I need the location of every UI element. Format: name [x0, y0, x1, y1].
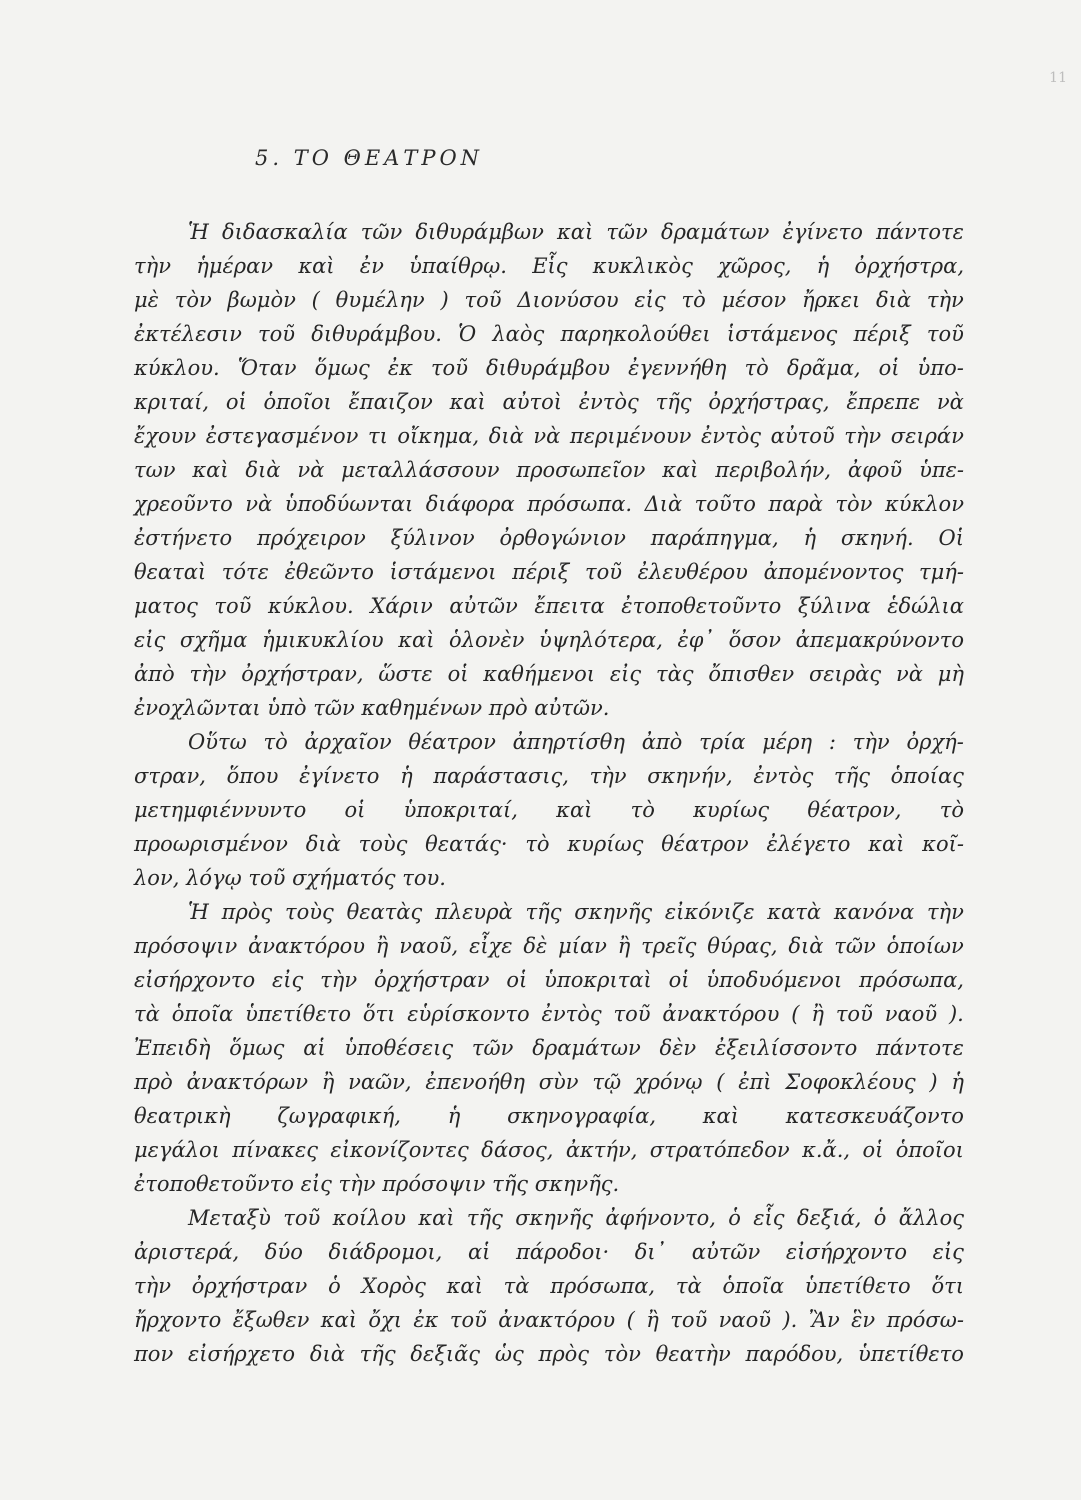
text-line: τὴν ἡμέραν καὶ ἐν ὑπαίθρῳ. Εἷς κυκλικὸς χῶρος, ἡ ὀρχήστρα, — [134, 254, 964, 278]
text-line: πρὸ ἀνακτόρων ἢ ναῶν, ἐπενοήθη σὺν τῷ χρόνῳ ( ἐπὶ Σοφοκλέους ) ἡ — [134, 1070, 964, 1094]
text-line: εἰς σχῆμα ἡμικυκλίου καὶ ὁλονὲν ὑψηλότερα, ἐφ᾽ ὅσον ἀπεμακρύνοντο — [134, 628, 964, 652]
text-line: ἐκτέλεσιν τοῦ διθυράμβου. Ὁ λαὸς παρηκολούθει ἱστάμενος πέριξ τοῦ — [134, 322, 964, 346]
text-line: μετημφιέννυντο οἱ ὑποκριταί, καὶ τὸ κυρίως θέατρον, τὸ — [134, 798, 964, 822]
text-line: κύκλου. Ὅταν ὅμως ἐκ τοῦ διθυράμβου ἐγεννήθη τὸ δρᾶμα, οἱ ὑπο- — [134, 356, 964, 380]
text-line: ἐτοποθετοῦντο εἰς τὴν πρόσοψιν τῆς σκηνῆς. — [134, 1172, 620, 1196]
text-line: θεαταὶ τότε ἐθεῶντο ἱστάμενοι πέριξ τοῦ ἐλευθέρου ἀπομένοντος τμή- — [134, 560, 964, 584]
text-line: των καὶ διὰ νὰ μεταλλάσσουν προσωπεῖον καὶ περιβολήν, ἀφοῦ ὑπε- — [134, 458, 964, 482]
text-line: Ἐπειδὴ ὅμως αἱ ὑποθέσεις τῶν δραμάτων δὲν ἐξειλίσσοντο πάντοτε — [134, 1036, 964, 1060]
text-line: κριταί, οἱ ὁποῖοι ἔπαιζον καὶ αὐτοὶ ἐντὸς τῆς ὀρχήστρας, ἔπρεπε νὰ — [134, 390, 964, 414]
text-line: ἔχουν ἐστεγασμένον τι οἴκημα, διὰ νὰ περιμένουν ἐντὸς αὐτοῦ τὴν σειράν — [134, 424, 964, 448]
text-line: Μεταξὺ τοῦ κοίλου καὶ τῆς σκηνῆς ἀφήνοντο, ὁ εἷς δεξιά, ὁ ἄλλος — [188, 1206, 964, 1230]
text-line: ἐστήνετο πρόχειρον ξύλινον ὀρθογώνιον παράπηγμα, ἡ σκηνή. Οἱ — [134, 526, 964, 550]
text-line: προωρισμένον διὰ τοὺς θεατάς· τὸ κυρίως θέατρον ἐλέγετο καὶ κοῖ- — [134, 832, 964, 856]
text-line: πρόσοψιν ἀνακτόρου ἢ ναοῦ, εἶχε δὲ μίαν ἢ τρεῖς θύρας, διὰ τῶν ὁποίων — [134, 934, 964, 958]
page-number: 11 — [1049, 70, 1067, 86]
text-line: Οὕτω τὸ ἀρχαῖον θέατρον ἀπηρτίσθη ἀπὸ τρία μέρη : τὴν ὀρχή- — [188, 730, 964, 754]
text-line: τὰ ὁποῖα ὑπετίθετο ὅτι εὑρίσκοντο ἐντὸς τοῦ ἀνακτόρου ( ἢ τοῦ ναοῦ ). — [134, 1002, 964, 1026]
text-line: ἀριστερά, δύο διάδρομοι, αἱ πάροδοι· δι᾽ αὐτῶν εἰσήρχοντο εἰς — [134, 1240, 964, 1264]
text-line: τὴν ὀρχήστραν ὁ Χορὸς καὶ τὰ πρόσωπα, τὰ ὁποῖα ὑπετίθετο ὅτι — [134, 1274, 964, 1298]
text-line: πον εἰσήρχετο διὰ τῆς δεξιᾶς ὡς πρὸς τὸν θεατὴν παρόδου, ὑπετίθετο — [134, 1342, 964, 1366]
text-line: στραν, ὅπου ἐγίνετο ἡ παράστασις, τὴν σκηνήν, ἐντὸς τῆς ὁποίας — [134, 764, 964, 788]
text-line: μὲ τὸν βωμὸν ( θυμέλην ) τοῦ Διονύσου εἰς τὸ μέσον ἤρκει διὰ τὴν — [134, 288, 964, 312]
section-heading: 5. ΤΟ ΘΕΑΤΡΟΝ — [255, 146, 484, 170]
text-line: θεατρικὴ ζωγραφική, ἡ σκηνογραφία, καὶ κατεσκευάζοντο — [134, 1104, 964, 1128]
text-line: μεγάλοι πίνακες εἰκονίζοντες δάσος, ἀκτήν, στρατόπεδον κ.ἄ., οἱ ὁποῖοι — [134, 1138, 964, 1162]
text-line: Ἡ πρὸς τοὺς θεατὰς πλευρὰ τῆς σκηνῆς εἰκόνιζε κατὰ κανόνα τὴν — [188, 900, 964, 924]
body-text — [134, 215, 964, 1371]
text-line: εἰσήρχοντο εἰς τὴν ὀρχήστραν οἱ ὑποκριταὶ οἱ ὑποδυόμενοι πρόσωπα, — [134, 968, 964, 992]
text-line: ἀπὸ τὴν ὀρχήστραν, ὥστε οἱ καθήμενοι εἰς τὰς ὄπισθεν σειρὰς νὰ μὴ — [134, 662, 964, 686]
text-line: ματος τοῦ κύκλου. Χάριν αὐτῶν ἔπειτα ἐτοποθετοῦντο ξύλινα ἑδώλια — [134, 594, 964, 618]
text-line: λον, λόγῳ τοῦ σχήματός του. — [134, 866, 446, 890]
text-line: χρεοῦντο νὰ ὑποδύωνται διάφορα πρόσωπα. Διὰ τοῦτο παρὰ τὸν κύκλον — [134, 492, 964, 516]
text-line: ἐνοχλῶνται ὑπὸ τῶν καθημένων πρὸ αὐτῶν. — [134, 696, 610, 720]
text-line: ἤρχοντο ἔξωθεν καὶ ὄχι ἐκ τοῦ ἀνακτόρου ( ἢ τοῦ ναοῦ ). Ἂν ἓν πρόσω- — [134, 1308, 964, 1332]
text-line: Ἡ διδασκαλία τῶν διθυράμβων καὶ τῶν δραμάτων ἐγίνετο πάντοτε — [188, 220, 964, 244]
